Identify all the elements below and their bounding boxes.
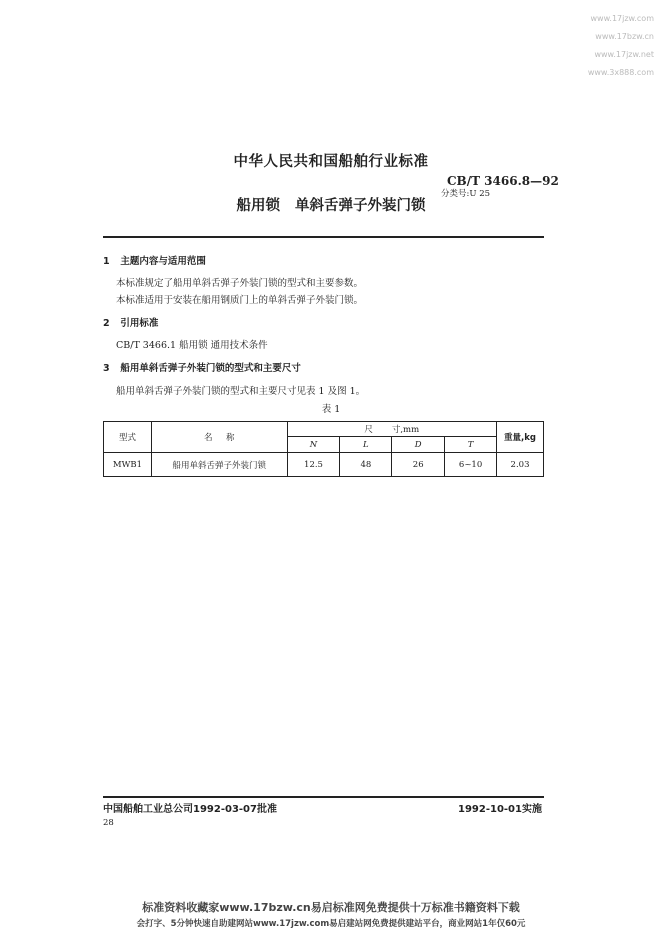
paragraph: 船用单斜舌弹子外装门锁的型式和主要尺寸见表 1 及图 1。 xyxy=(116,386,366,397)
header-dimensions: 尺 寸,mm xyxy=(287,422,496,437)
cell-type: MWB1 xyxy=(104,453,152,477)
document-title: 船用锁 单斜舌弹子外装门锁 xyxy=(236,198,426,214)
paragraph: 本标准规定了船用单斜舌弹子外装门锁的型式和主要参数。 xyxy=(116,278,364,289)
cell-l: 48 xyxy=(340,453,392,477)
approval-text: 中国船舶工业总公司1992-03-07批准 xyxy=(103,804,277,815)
classification-number: 分类号:U 25 xyxy=(441,189,491,199)
section-heading-2 xyxy=(103,315,158,329)
cell-d: 26 xyxy=(392,453,445,477)
cell-n: 12.5 xyxy=(287,453,340,477)
header-weight: 重量,kg xyxy=(497,422,544,453)
section-heading-3 xyxy=(103,360,301,374)
paragraph: 本标准适用于安装在船用钢质门上的单斜舌弹子外装门锁。 xyxy=(116,295,364,306)
standard-code: CB/T 3466.8—92 xyxy=(447,174,559,188)
advert-line-2: 会打字、5分钟快速自助建网站www.17jzw.com易启建站网免费提供建站平台，商业网站1年仅60元 xyxy=(136,919,526,929)
advert-line-1: 标准资料收藏家www.17bzw.cn易启标准网免费提供十万标准书籍资料下载 xyxy=(142,901,520,914)
implementation-text: 1992-10-01实施 xyxy=(458,804,542,815)
section-title: 主题内容与适用范围 xyxy=(120,256,206,267)
footer-rule xyxy=(103,796,544,798)
header-t: T xyxy=(445,437,497,453)
cell-name: 船用单斜舌弹子外装门锁 xyxy=(151,453,287,477)
header-type: 型式 xyxy=(104,422,152,453)
header-l: L xyxy=(340,437,392,453)
watermark xyxy=(534,10,654,82)
cell-t: 6~10 xyxy=(445,453,497,477)
table-row xyxy=(104,453,544,477)
section-title: 引用标准 xyxy=(120,318,159,329)
cell-weight: 2.03 xyxy=(497,453,544,477)
page-number: 28 xyxy=(103,818,114,828)
table-caption: 表 1 xyxy=(321,404,341,415)
watermark-line: www.3x888.com xyxy=(587,68,654,77)
dimensions-table xyxy=(103,421,544,477)
header-d: D xyxy=(392,437,445,453)
watermark-line: www.17bzw.cn xyxy=(595,32,654,41)
section-title: 船用单斜舌弹子外装门锁的型式和主要尺寸 xyxy=(120,363,301,374)
watermark-line: www.17jzw.com xyxy=(590,14,654,23)
section-number: 3 xyxy=(103,363,110,374)
section-heading-1 xyxy=(103,253,206,267)
section-number: 2 xyxy=(103,318,110,329)
section-number: 1 xyxy=(103,256,110,267)
header-name: 名 称 xyxy=(151,422,287,453)
paragraph: CB/T 3466.1 船用锁 通用技术条件 xyxy=(116,340,268,351)
issuing-organization: 中华人民共和国船舶行业标准 xyxy=(233,154,429,170)
watermark-line: www.17jzw.net xyxy=(594,50,654,59)
header-n: N xyxy=(287,437,340,453)
header-rule xyxy=(103,236,544,238)
